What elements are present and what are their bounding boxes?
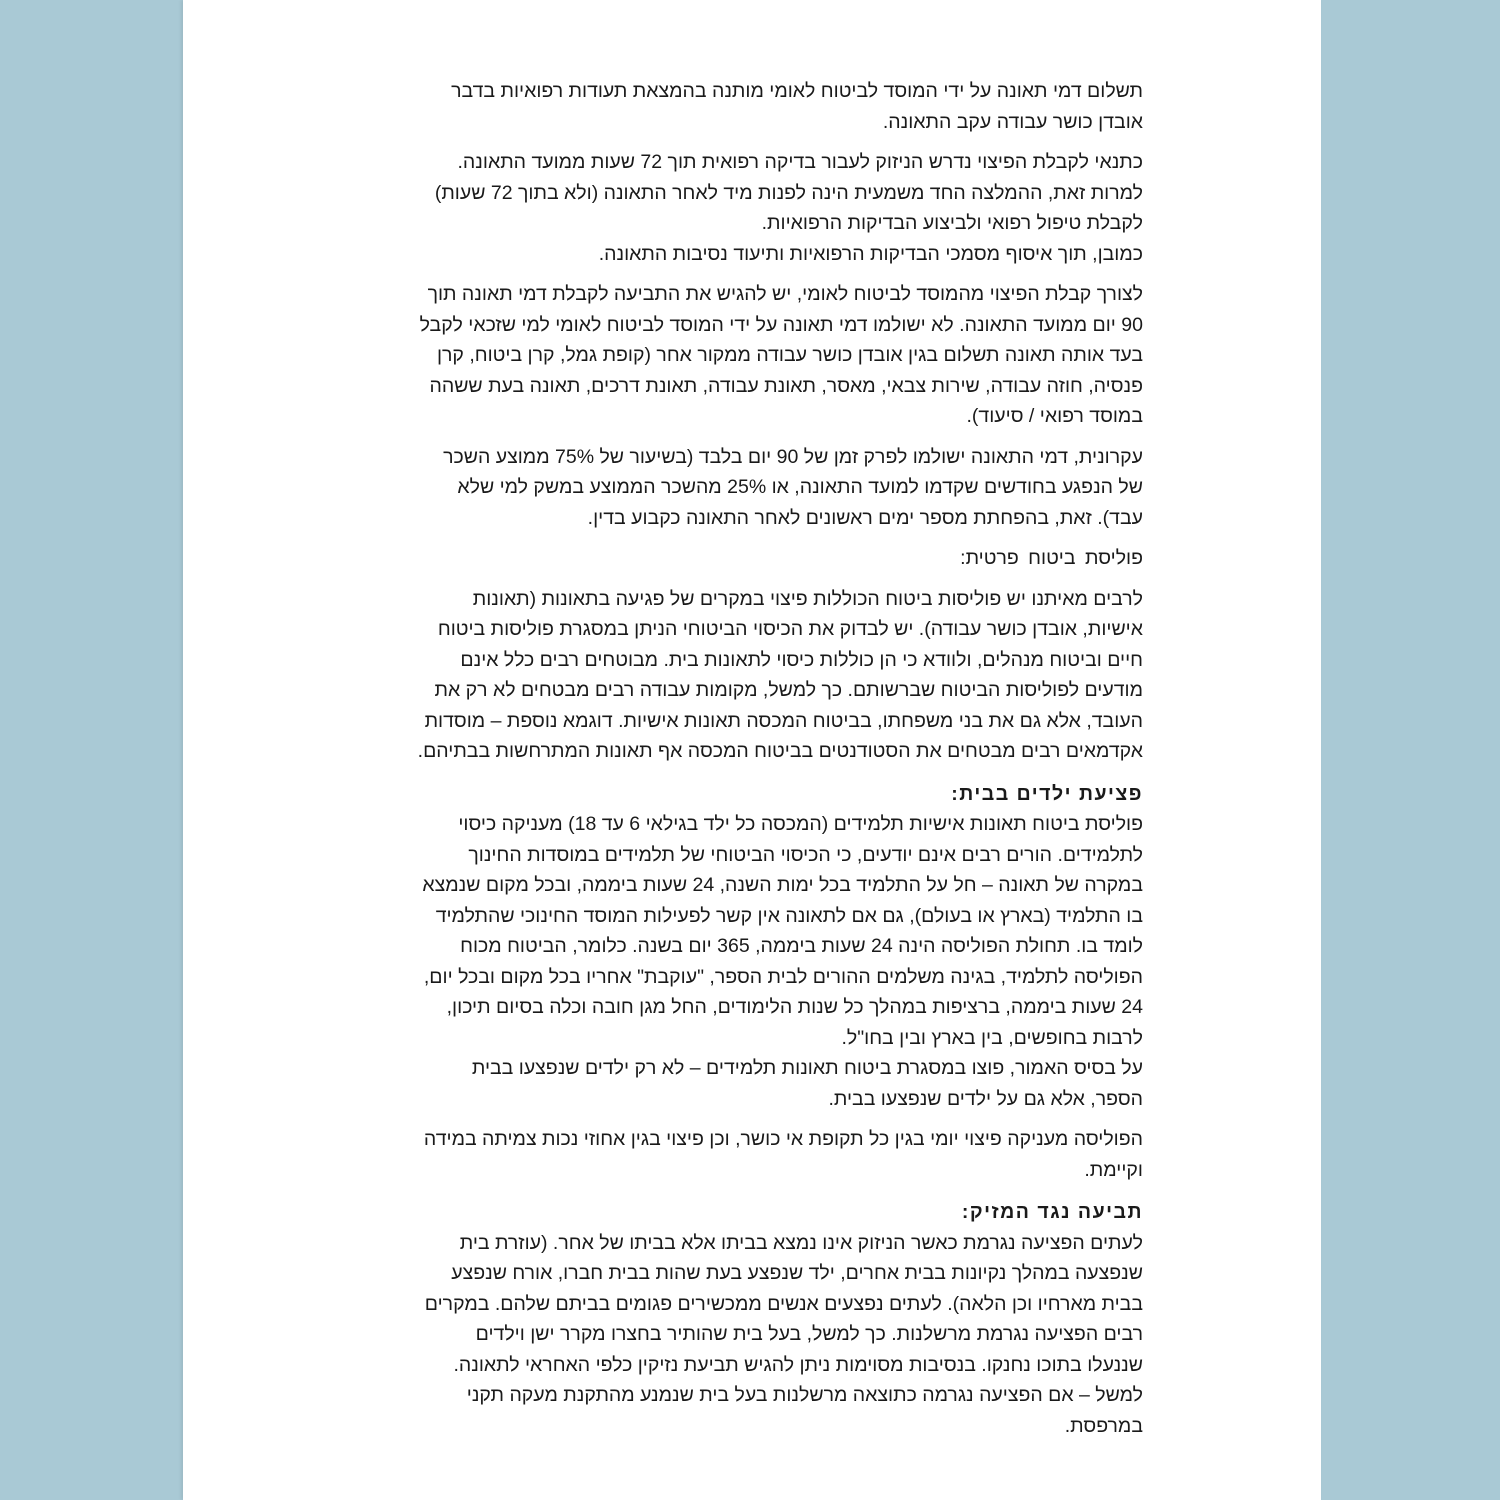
text-line: בעד אותה תאונה תשלום בגין אובדן כושר עבודה ממקור אחר (קופת גמל, קרן ביטוח, קרן: [436, 344, 1143, 366]
paragraph-daily-compensation: [348, 1124, 1143, 1185]
text-line: וקיימת.: [1084, 1158, 1143, 1181]
text-line: במקרה של תאונה – חל על התלמיד בכל ימות השנה, 24 שעות ביממה, ובכל מקום שנמצא: [422, 874, 1143, 896]
text-line: הפוליסה מעניקה פיצוי יומי בגין כל תקופת אי כושר, וכן פיצוי בגין אחוזי נכות צמיתה במידה: [423, 1128, 1143, 1150]
text-line: כתנאי לקבלת הפיצוי נדרש הניזוק לעבור בדיקה רפואית תוך 72 שעות ממועד התאונה.: [457, 151, 1143, 173]
text-line: מודעים לפוליסות הביטוח שברשותם. כך למשל, מקומות עבודה רבים מבטחים לא רק את: [434, 679, 1143, 701]
document-page: [183, 0, 1321, 1500]
text-line: רבים הפציעה נגרמת מרשלנות. כך למשל, בעל בית שהותיר בחצרו מקרר ישן וילדים: [475, 1323, 1143, 1345]
text-line: הפוליסה לתלמיד, בגינה משלמים ההורים לבית הספר, "עוקבת" אחריו בכל מקום ובכל יום,: [423, 965, 1143, 988]
paragraph-accident-payment: [348, 76, 1143, 137]
text-line: למשל – אם הפציעה נגרמה כתוצאה מרשלנות בעל בית שנמנע מהתקנת מעקה תקני: [466, 1384, 1143, 1406]
text-line: חיים וביטוח מנהלים, ולוודא כי הן כוללות כיסוי לתאונות בית. מבוטחים רבים כלל אינם: [460, 648, 1143, 671]
section-heading: פציעת ילדים בבית:: [951, 782, 1143, 805]
text-line: שנפצעה במהלך נקיונות בבית אחרים, ילד שנפצע בעת שהות בבית חברו, אורח שנפצע: [451, 1262, 1143, 1284]
text-line: בו התלמיד (בארץ או בעולם), גם אם לתאונה אין קשר לפעילות המוסד החינוכי שהתלמיד: [435, 904, 1143, 927]
text-line: 24 שעות ביממה, ברציפות במהלך כל שנות הלימודים, החל מגן חובה וכלה בסיום תיכון,: [446, 996, 1143, 1018]
paragraph-private-policy-title: [348, 543, 1143, 574]
text-line: עקרונית, דמי התאונה ישולמו לפרק זמן של 90 יום בלבד (בשיעור של 75% ממוצע השכר: [443, 445, 1143, 468]
text-line: לעתים הפציעה נגרמת כאשר הניזוק אינו נמצא בביתו אלא בביתו של אחר. (עוזרת בית: [459, 1231, 1143, 1254]
section-heading: תביעה נגד המזיק:: [961, 1201, 1143, 1223]
text-line: אקדמאים רבים מבטחים את הסטודנטים בביטוח המכסה אף תאונות המתרחשות בבתיהם.: [417, 740, 1143, 762]
paragraph-payment-period: [348, 442, 1143, 534]
document-body: [348, 76, 1143, 1441]
text-line: 90 יום ממועד התאונה. לא ישולמו דמי תאונה על ידי המוסד לביטוח לאומי למי שזכאי לקבל: [419, 313, 1143, 336]
text-line: לצורך קבלת הפיצוי מהמוסד לביטוח לאומי, יש להגיש את התביעה לקבלת דמי תאונה תוך: [427, 283, 1143, 305]
text-line: אישיות, אובדן כושר עבודה). יש לבדוק את הכיסוי הביטוחי הניתן במסגרת פוליסות ביטוח: [437, 618, 1143, 640]
text-line: העובד, אלא גם את בני משפחתו, בביטוח המכסה תאונות אישיות. דוגמא נוספת – מוסדות: [424, 709, 1143, 732]
text-line: לומד בו. תחולת הפוליסה הינה 24 שעות ביממה, 365 יום בשנה. כלומר, הביטוח מכוח: [460, 935, 1143, 957]
text-line: לקבלת טיפול רפואי ולביצוע הבדיקות הרפואיות.: [761, 212, 1143, 234]
text-line: על בסיס האמור, פוצו במסגרת ביטוח תאונות תלמידים – לא רק ילדים שנפצעו בבית: [471, 1057, 1143, 1079]
text-line: הספר, אלא גם על ילדים שנפצעו בבית.: [828, 1087, 1143, 1110]
paragraph-claim-deadline: [348, 279, 1143, 432]
text-line: למרות זאת, ההמלצה החד משמעית הינה לפנות מיד לאחר התאונה (ולא בתוך 72 שעות): [434, 181, 1143, 204]
text-line: בבית מארחיו וכן הלאה). לעתים נפצעים אנשים ממכשירים פגומים בביתם שלהם. במקרים: [424, 1292, 1143, 1315]
text-line: שננעלו בתוכו נחנקו. בנסיבות מסוימות ניתן להגיש תביעת נזיקין כלפי האחראי לתאונה.: [453, 1353, 1143, 1376]
paragraph-private-policy: [348, 584, 1143, 767]
section-claim-against-damager: [348, 1197, 1143, 1441]
text-line: של הנפגע בחודשים שקדמו למועד התאונה, או 25% מהשכר הממוצע במשק למי שלא: [457, 476, 1143, 498]
text-line: במוסד רפואי / סיעוד).: [966, 405, 1143, 427]
text-line: תשלום דמי תאונה על ידי המוסד לביטוח לאומי מותנה בהמצאת תעודות רפואיות בדבר: [451, 80, 1143, 102]
text-line: לתלמידים. הורים רבים אינם יודעים, כי הכיסוי הביטוחי של תלמידים במוסדות החינוך: [468, 843, 1143, 866]
section-title: פוליסת ביטוח פרטית:: [960, 547, 1143, 569]
text-line: עבד). זאת, בהפחתת מספר ימים ראשונים לאחר התאונה כקבוע בדין.: [587, 506, 1143, 529]
text-line: לרבות בחופשים, בין בארץ ובין בחו"ל.: [841, 1026, 1143, 1049]
text-line: במרפסת.: [1064, 1414, 1143, 1437]
text-line: פנסיה, חוזה עבודה, שירות צבאי, מאסר, תאונת עבודה, תאונת דרכים, תאונה בעת ששהה: [429, 374, 1143, 397]
text-line: כמובן, תוך איסוף מסמכי הבדיקות הרפואיות ותיעוד נסיבות התאונה.: [598, 242, 1143, 265]
text-line: פוליסת ביטוח תאונות אישיות תלמידים (המכסה כל ילד בגילאי 6 עד 18) מעניקה כיסוי: [458, 813, 1143, 835]
text-line: לרבים מאיתנו יש פוליסות ביטוח הכוללות פיצוי במקרים של פגיעה בתאונות (תאונות: [472, 587, 1143, 610]
paragraph-medical-exam: [348, 147, 1143, 269]
text-line: אובדן כושר עבודה עקב התאונה.: [882, 110, 1143, 133]
section-children-injury: [348, 779, 1143, 1115]
